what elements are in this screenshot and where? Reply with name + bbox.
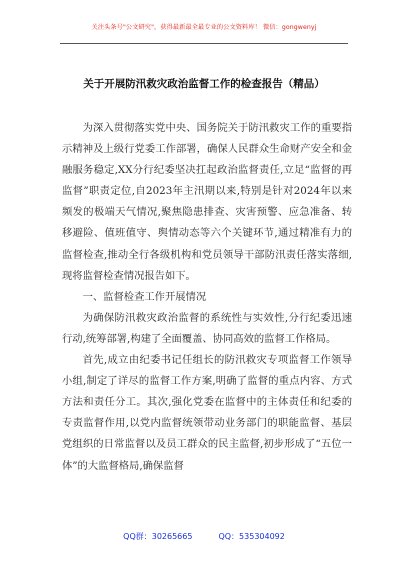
footer-qq-group: QQ群：30265665 bbox=[123, 532, 193, 541]
paragraph-section-1-detail: 首先,成立由纪委书记任组长的防汛救灾专项监督工作领导小组,制定了详尽的监督工作方案,明确了监督的重点内容、方式方法和责任分工。其次,强化党委在监督中的主体责任和纪委的专责监督作用,以党内监督统领带动业务部门的职能监督、基层党组织的日常监督以及员工群众的民主监督,初步形成了“五位一体”的大监督格局,确保监督 bbox=[62, 354, 352, 472]
document-body bbox=[62, 118, 352, 477]
section-heading-1: 一、监督检查工作开展情况 bbox=[82, 290, 207, 303]
paragraph-section-1: 为确保防汛救灾政治监督的系统性与实效性,分行纪委迅速行动,统筹部署,构建了全面覆盖、协同高效的监督工作格局。 bbox=[62, 311, 352, 345]
document-title: 关于开展防汛救灾政治监督工作的检查报告（精品） bbox=[83, 78, 325, 90]
header-promo-note: 关注头条号"公文研究"，获得最新最全最专业的公文资料库！ 微信：gongwenyj bbox=[91, 24, 317, 31]
footer-qq-number: QQ：535304092 bbox=[218, 532, 285, 541]
header-divider bbox=[60, 43, 348, 44]
paragraph-intro: 为深入贯彻落实党中央、国务院关于防汛救灾工作的重要指示精神及上级行党委工作部署，确保人民群众生命财产安全和金融服务稳定,XX分行纪委坚决扛起政治监督责任,立足“监督的再监督”职责定位,自2023年主汛期以来,特别是针对2024年以来频发的极端天气情况,聚焦隐患排查、灾害预警、应急准备、转移避险、值班值守、舆情动态等六个关键环节,通过精准有力的监督检查,推动全行各级机构和党员领导干部防汛责任落实落细,现将监督检查情况报告如下。 bbox=[62, 122, 352, 282]
footer-contact bbox=[0, 531, 408, 542]
